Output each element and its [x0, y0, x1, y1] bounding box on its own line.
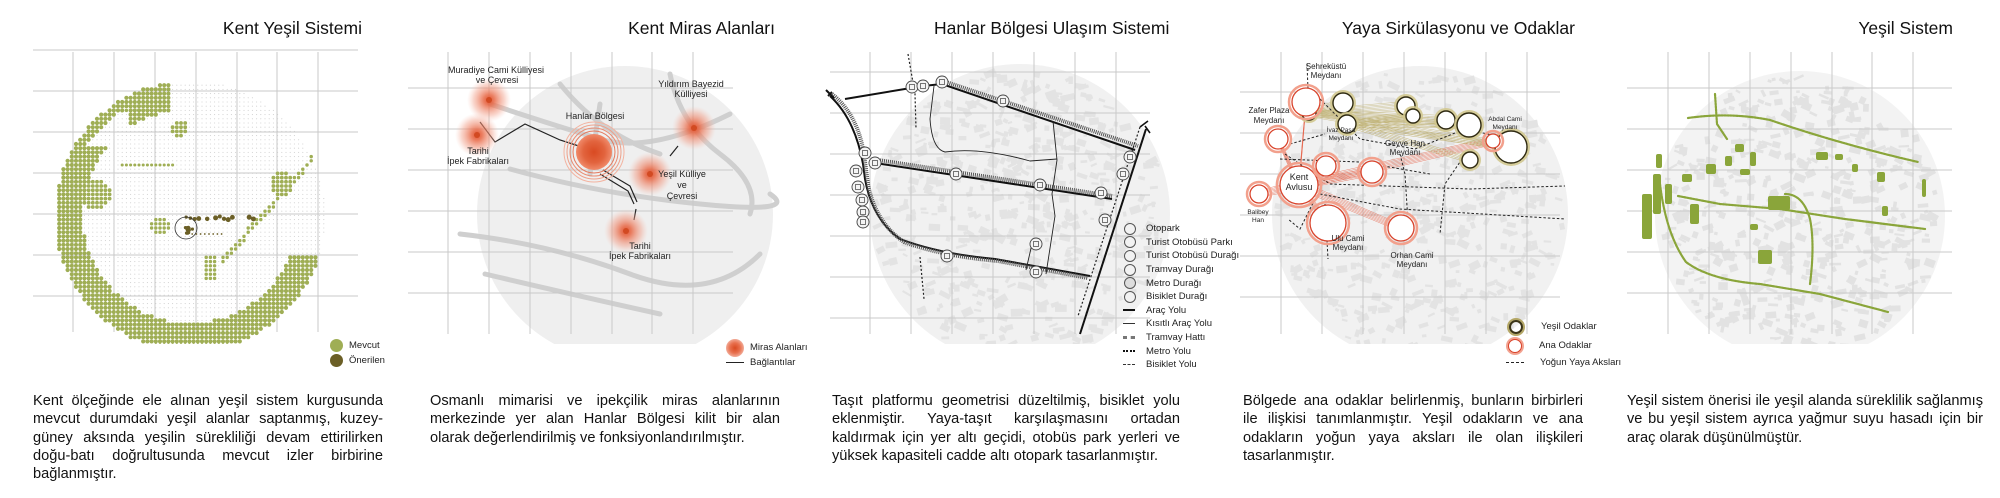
thin-line-icon — [1123, 323, 1135, 324]
legend-item-mevcut — [330, 338, 385, 353]
legend-label: Araç Yolu — [1146, 304, 1187, 316]
legend-label: Turist Otobüsü Durağı — [1146, 250, 1240, 262]
green-patch — [1706, 164, 1716, 174]
label-zafer: Zafer Plaza Meydanı — [1248, 106, 1290, 125]
bike-stop-icon — [1124, 291, 1136, 303]
connection-line-icon — [726, 362, 744, 363]
panel-description: Taşıt platformu geometrisi düzeltilmiş, bisiklet yolu eklenmiştir. Yaya-taşıt karşılaşmasını ortadan kaldırmak için yer altı geçidi, otobüs park yerleri ve yüksek kapasiteli cadde altı otopark tasarlanmıştır. — [832, 393, 1180, 464]
transport-stop-icon — [941, 250, 953, 262]
panel-kent-miras-alanlari — [400, 0, 820, 498]
transport-stop-icon — [852, 181, 864, 193]
label-yesil: Yeşil Külliye ve Çevresi — [658, 169, 706, 201]
pedestrian-circulation-map — [1240, 44, 1640, 344]
green-patch — [1750, 224, 1758, 230]
transport-stop-icon — [850, 165, 862, 177]
green-focus-icon — [1509, 320, 1523, 334]
green-patch — [1852, 164, 1858, 172]
transport-stop-icon — [1030, 238, 1042, 250]
legend-item — [1122, 290, 1239, 304]
legend-label: Yoğun Yaya Aksları — [1540, 357, 1622, 368]
legend-label: Otopark — [1146, 223, 1180, 235]
green-patch — [1882, 206, 1888, 216]
green-patch — [1690, 204, 1699, 224]
tourist-bus-stop-icon — [1124, 250, 1136, 262]
legend-label: Tramvay Durağı — [1146, 264, 1214, 276]
panel-description: Osmanlı mimarisi ve ipekçilik miras alanlarının merkezinde yer alan Hanlar Bölgesi kilit bir alan olarak değerlendirilmiş ve fonksiyonlandırılmıştır. — [430, 393, 780, 446]
transport-stop-icon — [906, 81, 918, 93]
panel-title: Kent Yeşil Sistemi — [222, 18, 362, 38]
green-patch — [1922, 179, 1926, 197]
transport-stop-icon — [1124, 151, 1136, 163]
label-ulu: Ulu Cami Meydanı — [1331, 234, 1365, 252]
label-kent: Kent Avlusu — [1285, 172, 1313, 192]
panel-title: Yeşil Sistem — [1858, 18, 1953, 38]
green-patch — [1758, 250, 1772, 264]
label-yildirim: Yıldırım Bayezid Külliyesi — [658, 79, 724, 99]
green-patch — [1682, 174, 1692, 182]
legend-item — [1122, 344, 1239, 358]
tourist-bus-park-icon — [1124, 236, 1136, 248]
panel-title: Hanlar Bölgesi Ulaşım Sistemi — [934, 18, 1170, 38]
legend-item-baglantilar — [726, 355, 808, 370]
transport-stop-icon — [1099, 214, 1111, 226]
legend-item — [1122, 236, 1239, 250]
green-patch — [1835, 154, 1843, 160]
proposed-green-system-map — [1620, 44, 2000, 344]
legend-item — [1122, 304, 1239, 318]
green-patch — [1877, 172, 1885, 182]
legend-item-onerilen — [330, 353, 385, 368]
panel-description: Yeşil sistem önerisi ile yeşil alanda süreklilik sağlanmış ve bu yeşil sistem ayrıca yağmur suyu hasadı için bir araç olarak düşünülmüştür. — [1627, 393, 1983, 446]
label-ivaz: İvaz Paşa Meydanı — [1326, 127, 1356, 142]
legend-label: Miras Alanları — [750, 342, 808, 353]
green-patch — [1735, 144, 1744, 152]
legend-item — [1122, 263, 1239, 277]
legend-label: Bağlantılar — [750, 357, 796, 368]
metro-stop-icon — [1124, 277, 1136, 289]
green-patch — [1768, 196, 1790, 210]
parking-icon — [1124, 223, 1136, 235]
tram-stop-icon — [1124, 264, 1136, 276]
legend-label: Bisiklet Durağı — [1146, 291, 1208, 303]
panel-yesil-sistem — [1620, 0, 2000, 498]
proposed-green-swatch-icon — [330, 354, 343, 367]
green-patch — [1656, 154, 1662, 168]
panel-yaya-sirkulasyonu — [1240, 0, 1640, 498]
heritage-areas-map — [400, 44, 820, 344]
panel-kent-yesil-sistemi — [0, 0, 400, 498]
green-patch — [1725, 156, 1732, 166]
green-patch — [1642, 194, 1652, 239]
label-hanlar: Hanlar Bölgesi — [565, 111, 625, 121]
panel-description: Bölgede ana odaklar belirlenmiş, bunların birbirleri ile ilişkisi tanımlanmıştır. Yeşil odakların ve ana odakların yoğun yaya aksları ile olan ilişkileri tasarlanmıştır. — [1243, 393, 1583, 464]
transport-stop-icon — [1030, 266, 1042, 278]
legend-label: Metro Durağı — [1146, 277, 1202, 289]
label-orhan: Orhan Cami Meydanı — [1390, 251, 1434, 269]
thick-line-icon — [1123, 309, 1135, 311]
legend-item — [1122, 276, 1239, 290]
transport-stop-icon — [936, 76, 948, 88]
transport-stop-icon — [869, 157, 881, 169]
panel-title: Kent Miras Alanları — [628, 18, 775, 38]
legend-label: Tramvay Hattı — [1146, 332, 1206, 344]
legend-label: Mevcut — [349, 340, 380, 351]
legend — [1122, 222, 1239, 372]
panel-title: Yaya Sirkülasyonu ve Odaklar — [1341, 18, 1575, 38]
legend-item — [1122, 222, 1239, 236]
heritage-swatch-icon — [726, 339, 744, 357]
transport-stop-icon — [1034, 179, 1046, 191]
transport-stop-icon — [857, 216, 869, 228]
green-system-city-map — [0, 44, 400, 344]
legend-label: Turist Otobüsü Parkı — [1146, 236, 1233, 248]
label-abdal: Abdal Cami Meydanı — [1488, 116, 1522, 131]
main-focus-icon — [1508, 339, 1522, 353]
label-muradiye: Muradiye Cami Külliyesi ve Çevresi — [447, 65, 545, 85]
transport-stop-icon — [950, 168, 962, 180]
green-patch — [1750, 152, 1756, 166]
transport-stop-icon — [1117, 168, 1129, 180]
legend-item-ana-odaklar — [1506, 336, 1621, 355]
panel-ulasim-sistemi — [820, 0, 1240, 498]
legend — [330, 338, 385, 368]
hatched-line-icon — [1123, 336, 1135, 339]
legend — [726, 340, 808, 370]
label-sehrekustu: Şehreküstü Meydanı — [1305, 62, 1347, 80]
transport-stop-icon — [856, 194, 868, 206]
legend-label: Önerilen — [349, 355, 385, 366]
legend-label: Metro Yolu — [1146, 345, 1191, 357]
legend-item-yesil-odaklar — [1506, 317, 1621, 336]
legend-item — [1122, 331, 1239, 345]
transport-stop-icon — [1095, 187, 1107, 199]
green-patch — [1740, 169, 1750, 175]
legend-label: Bisiklet Yolu — [1146, 359, 1197, 371]
dashed-line-icon — [1123, 364, 1135, 365]
dotted-line-icon — [1123, 350, 1135, 352]
green-patch — [1665, 184, 1672, 204]
legend-label: Ana Odaklar — [1539, 340, 1592, 351]
legend — [1506, 317, 1621, 370]
legend-label: Kısıtlı Araç Yolu — [1146, 318, 1213, 330]
transport-stop-icon — [997, 95, 1009, 107]
label-ipek-south: Tarihi İpek Fabrikaları — [608, 241, 672, 261]
green-patch — [1653, 174, 1661, 214]
legend-item-miras-alanlari — [726, 340, 808, 355]
transport-stop-icon — [859, 147, 871, 159]
panel-description: Kent ölçeğinde ele alınan yeşil sistem kurgusunda mevcut durumdaki yeşil alanlar saptanmış, kuzey-güney aksında yeşilin sürekliliği devam ettirilirken doğu-batı doğrultusunda mevcut izler birbirine bağlanmıştır. — [33, 393, 383, 483]
existing-green-swatch-icon — [330, 339, 343, 352]
legend-item — [1122, 358, 1239, 372]
label-geyve: Geyve Han Meydanı — [1384, 139, 1426, 157]
heritage-hanlar — [564, 122, 624, 182]
label-balibey: Balibey Han — [1247, 209, 1269, 224]
legend-item-yogun-yaya-akslari — [1506, 355, 1621, 370]
legend-item — [1122, 249, 1239, 263]
transport-stop-icon — [917, 80, 929, 92]
green-patch — [1816, 152, 1828, 160]
dashed-line-icon — [1506, 362, 1524, 363]
legend-item — [1122, 317, 1239, 331]
label-ipek-west: Tarihi İpek Fabrikaları — [446, 146, 510, 166]
legend-label: Yeşil Odaklar — [1541, 321, 1597, 332]
